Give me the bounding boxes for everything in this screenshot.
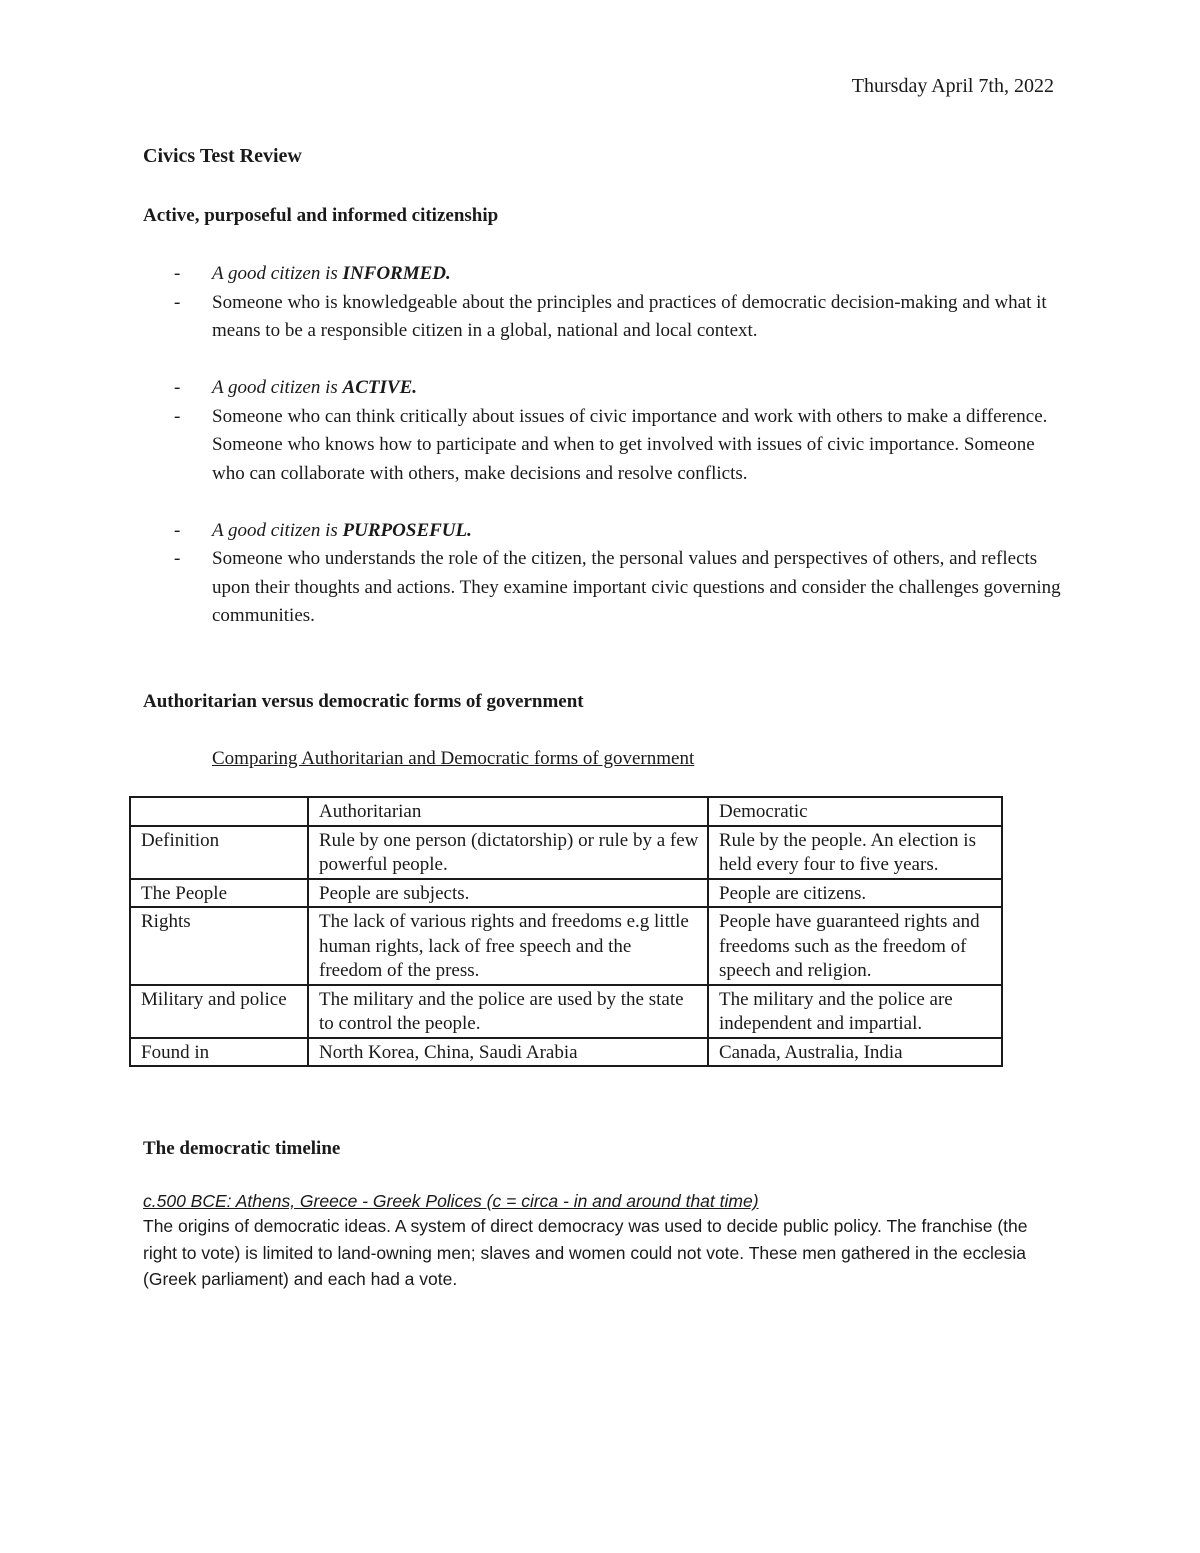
citizen-trait-description: Someone who can think critically about issues of civic importance and work with others to make a difference. Someone who knows how to participate and when to get involved with issues of civic importance. Someone who can collaborate with others, make decisions and resolve conflicts. [212,405,1048,484]
timeline-entry-body: The origins of democratic ideas. A system of direct democracy was used to decide public policy. The franchise (the right to vote) is limited to land-owning men; slaves and women could not vote. These men gathered in the ecclesia (Greek parliament) and each had a vote. [143,1216,1028,1289]
section-heading-government: Authoritarian versus democratic forms of government [143,691,584,712]
table-caption: Comparing Authoritarian and Democratic forms of government [212,748,695,769]
timeline-entry-heading: c.500 BCE: Athens, Greece - Greek Polices (c = circa - in and around that time) [143,1191,759,1211]
table-cell: Rule by one person (dictatorship) or rule by a few powerful people. [308,826,708,879]
table-cell: The lack of various rights and freedoms e.g little human rights, lack of free speech and the freedom of the press. [308,907,708,985]
list-item [143,545,1063,631]
table-cell: The military and the police are used by the state to control the people. [308,985,708,1038]
bullet-dash: - [174,405,181,427]
table-cell: The military and the police are independent and impartial. [708,985,1002,1038]
citizen-trait-keyword: ACTIVE. [342,377,417,398]
list-item [143,374,1063,403]
table-header-cell: Authoritarian [308,797,708,826]
list-item [143,517,1063,546]
citizen-trait-heading: A good citizen is PURPOSEFUL. [212,519,472,541]
table-row-label: Definition [130,826,308,879]
comparison-table [129,796,1003,1067]
citizen-trait-keyword: INFORMED. [342,263,451,284]
list-item [143,403,1063,489]
table-row [130,1038,1002,1067]
document-title: Civics Test Review [143,145,302,167]
table-row-label: Rights [130,907,308,985]
table-cell: Rule by the people. An election is held every four to five years. [708,826,1002,879]
table-cell: People are subjects. [308,879,708,908]
table-row [130,985,1002,1038]
bullet-dash: - [174,548,181,569]
section-heading-citizenship: Active, purposeful and informed citizenship [143,205,499,226]
table-header-row [130,797,1002,826]
citizenship-list [143,260,1063,631]
table-cell: Canada, Australia, India [708,1038,1002,1067]
citizen-trait-keyword: PURPOSEFUL. [342,519,472,541]
bullet-dash: - [174,377,181,398]
bullet-dash: - [174,291,181,313]
document-date: Thursday April 7th, 2022 [851,75,1054,97]
citizen-trait-description: Someone who is knowledgeable about the principles and practices of democratic decision-making and what it means to be a responsible citizen in a global, national and local context. [212,291,1047,341]
citizen-trait-description: Someone who understands the role of the citizen, the personal values and perspectives of others, and reflects upon their thoughts and actions. They examine important civic questions and consider the challenges governing communities. [212,548,1061,626]
bullet-dash: - [174,519,181,541]
table-cell: People are citizens. [708,879,1002,908]
list-item [143,289,1063,346]
table-row [130,826,1002,879]
bullet-dash: - [174,263,181,284]
table-row-label: Military and police [130,985,308,1038]
citizen-trait-heading: A good citizen is INFORMED. [212,263,451,284]
table-row [130,879,1002,908]
table-row [130,907,1002,985]
section-heading-timeline: The democratic timeline [143,1138,341,1159]
citizen-trait-heading: A good citizen is ACTIVE. [212,377,417,398]
table-cell: People have guaranteed rights and freedoms such as the freedom of speech and religion. [708,907,1002,985]
list-item [143,260,1063,289]
table-header-cell [130,797,308,826]
table-header-cell: Democratic [708,797,1002,826]
table-row-label: The People [130,879,308,908]
table-row-label: Found in [130,1038,308,1067]
table-cell: North Korea, China, Saudi Arabia [308,1038,708,1067]
